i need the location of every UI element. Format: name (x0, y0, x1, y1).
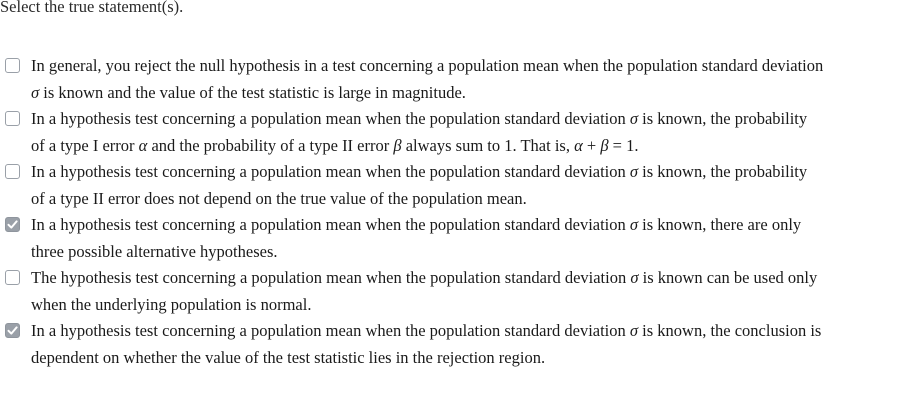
answer-option-3[interactable] (0, 159, 904, 212)
option-4-text[interactable] (31, 212, 897, 265)
answer-option-2[interactable] (0, 106, 904, 159)
option-4-checkbox[interactable] (5, 217, 20, 232)
option-5-line-1: The hypothesis test concerning a population mean when the population standard deviation σ is known can be used only (31, 268, 818, 287)
option-6-checkbox[interactable] (5, 323, 20, 338)
option-6-line-2: dependent on whether the value of the test statistic lies in the rejection region. (31, 347, 546, 367)
answer-options-list (0, 53, 904, 371)
answer-option-5[interactable] (0, 265, 904, 318)
option-4-line-1: In a hypothesis test concerning a population mean when the population standard deviation σ is known, there are only (31, 215, 802, 234)
option-1-line-1: In general, you reject the null hypothesis in a test concerning a population mean when the population standard deviation (31, 56, 824, 75)
answer-option-1[interactable] (0, 53, 904, 106)
option-6-line-1: In a hypothesis test concerning a population mean when the population standard deviation σ is known, the conclusion is (31, 321, 822, 340)
option-4-line-2: three possible alternative hypotheses. (31, 241, 278, 261)
option-1-checkbox[interactable] (5, 58, 20, 73)
option-3-line-2: of a type II error does not depend on the true value of the population mean. (31, 188, 527, 208)
option-3-checkbox[interactable] (5, 164, 20, 179)
option-3-line-1: In a hypothesis test concerning a population mean when the population standard deviation σ is known, the probability (31, 162, 808, 181)
option-2-line-1: In a hypothesis test concerning a population mean when the population standard deviation σ is known, the probability (31, 109, 808, 128)
option-5-line-2: when the underlying population is normal. (31, 294, 312, 314)
checkmark-icon (7, 325, 18, 336)
checkmark-icon (7, 219, 18, 230)
option-1-line-2: σ is known and the value of the test statistic is large in magnitude. (31, 82, 466, 102)
answer-option-4[interactable] (0, 212, 904, 265)
option-2-text[interactable] (31, 106, 897, 159)
answer-option-6[interactable] (0, 318, 904, 371)
option-5-checkbox[interactable] (5, 270, 20, 285)
option-5-text[interactable] (31, 265, 897, 318)
option-1-text[interactable] (31, 53, 897, 106)
option-2-line-2: of a type I error α and the probability of a type II error β always sum to 1. That is, α + β = 1. (31, 135, 639, 155)
question-prompt: Select the true statement(s). (0, 0, 184, 16)
option-3-text[interactable] (31, 159, 897, 212)
option-6-text[interactable] (31, 318, 897, 371)
option-2-checkbox[interactable] (5, 111, 20, 126)
